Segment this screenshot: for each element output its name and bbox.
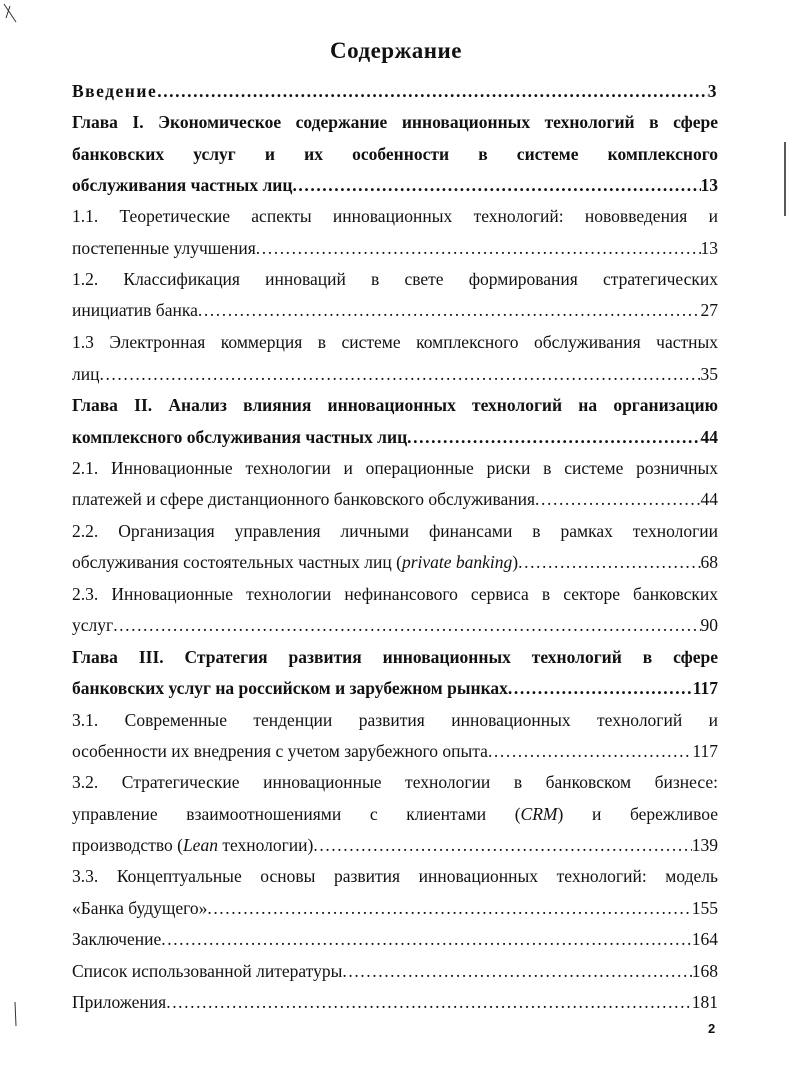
toc-entry-text: Введение xyxy=(72,81,158,101)
toc-page-number: 27 xyxy=(700,300,718,320)
toc-section-2-2-line-2 xyxy=(72,548,718,576)
dot-leader xyxy=(256,234,701,262)
toc-entry-text xyxy=(72,831,313,859)
toc-entry-text: лиц xyxy=(72,364,100,384)
toc-entry-text: Заключение xyxy=(72,929,162,949)
toc-entry-text: банковских услуг на российском и зарубежном рынках xyxy=(72,678,508,698)
dot-leader xyxy=(166,988,692,1016)
toc-entry-text xyxy=(72,548,518,576)
toc-section-2-2-line-1: 2.2. Организация управления личными финансами в рамках технологии xyxy=(72,521,718,541)
scan-artifact xyxy=(780,140,790,220)
dot-leader xyxy=(292,171,700,199)
dot-leader xyxy=(207,894,691,922)
toc-entry-text: обслуживания частных лиц xyxy=(72,175,293,195)
toc-entry-conclusion xyxy=(72,925,718,953)
toc-entry-text: платежей и сфере дистанционного банковского обслуживания xyxy=(72,489,536,509)
toc-text-part: управление взаимоотношениями с клиентами ( xyxy=(72,804,521,824)
toc-page-number: 181 xyxy=(691,992,718,1012)
page-title: Содержание xyxy=(330,38,462,63)
toc-section-1-2-line-2 xyxy=(72,296,718,324)
toc-entry-text: Список использованной литературы xyxy=(72,961,343,981)
toc-text-italic: CRM xyxy=(520,804,558,824)
page-number: 2 xyxy=(708,1021,716,1036)
toc-chapter-3-line-2 xyxy=(72,674,718,702)
toc-entry-text: услуг xyxy=(72,615,114,635)
toc-page-number: 117 xyxy=(692,678,718,698)
toc-section-3-2-line-2 xyxy=(72,800,718,828)
toc-chapter-1-line-2: банковских услуг и их особенности в системе комплексного xyxy=(72,144,718,164)
toc-section-1-3-line-2 xyxy=(72,360,718,388)
toc-entry-text: комплексного обслуживания частных лиц xyxy=(72,427,408,447)
toc-page-number: 35 xyxy=(700,364,718,384)
toc-section-1-3-line-1: 1.3 Электронная коммерция в системе комплексного обслуживания частных xyxy=(72,332,718,352)
toc-section-2-1-line-2 xyxy=(72,485,718,513)
toc-page-number: 44 xyxy=(700,489,718,509)
toc-page-number: 155 xyxy=(691,898,718,918)
toc-entry-text: особенности их внедрения с учетом зарубежного опыта xyxy=(72,741,488,761)
toc-page-number: 68 xyxy=(700,552,718,572)
toc-entry-text: постепенные улучшения xyxy=(72,238,256,258)
toc-text-part: обслуживания состоятельных частных лиц ( xyxy=(72,552,402,572)
toc-section-2-1-line-1: 2.1. Инновационные технологии и операционные риски в системе розничных xyxy=(72,458,718,478)
toc-entry-references xyxy=(72,957,718,985)
scan-artifact xyxy=(8,1000,22,1030)
toc-chapter-2-line-1: Глава II. Анализ влияния инновационных технологий на организацию xyxy=(72,395,718,415)
dot-leader xyxy=(113,611,700,639)
toc-page-number: 164 xyxy=(691,929,718,949)
dot-leader xyxy=(198,296,701,324)
toc-page-number: 3 xyxy=(707,81,718,101)
toc-text-part: ) xyxy=(512,552,519,572)
dot-leader xyxy=(488,737,692,765)
toc-section-3-1-line-2 xyxy=(72,737,718,765)
toc-page-number: 168 xyxy=(691,961,718,981)
toc-entry-introduction xyxy=(72,77,718,105)
toc-page-number: 44 xyxy=(700,427,718,447)
toc-text-part: технологии) xyxy=(217,835,314,855)
toc-entry-text: «Банка будущего» xyxy=(72,898,208,918)
toc-section-1-1-line-2 xyxy=(72,234,718,262)
toc-page-number: 117 xyxy=(692,741,718,761)
toc-text-italic: Lean xyxy=(182,835,218,855)
toc-page-number: 13 xyxy=(700,238,718,258)
dot-leader xyxy=(313,831,691,859)
dot-leader xyxy=(161,925,692,953)
scan-artifact xyxy=(0,0,30,40)
toc-chapter-1-line-3 xyxy=(72,171,718,199)
toc-chapter-3-line-1: Глава III. Стратегия развития инновационных технологий в сфере xyxy=(72,647,718,667)
toc-text-part: ) и бережливое xyxy=(557,804,718,824)
dot-leader xyxy=(535,485,700,513)
toc-section-2-3-line-2 xyxy=(72,611,718,639)
dot-leader xyxy=(518,548,700,576)
toc-text-italic: private banking xyxy=(401,552,513,572)
toc-section-3-2-line-1: 3.2. Стратегические инновационные технологии в банковском бизнесе: xyxy=(72,772,718,792)
dot-leader xyxy=(407,423,700,451)
dot-leader xyxy=(99,360,700,388)
toc-section-3-2-line-3 xyxy=(72,831,718,859)
toc-section-3-3-line-1: 3.3. Концептуальные основы развития инновационных технологий: модель xyxy=(72,866,718,886)
toc-section-1-1-line-1: 1.1. Теоретические аспекты инновационных технологий: нововведения и xyxy=(72,206,718,226)
toc-page-number: 90 xyxy=(700,615,718,635)
dot-leader xyxy=(342,957,691,985)
toc-chapter-2-line-2 xyxy=(72,423,718,451)
toc-chapter-1-line-1: Глава I. Экономическое содержание инновационных технологий в сфере xyxy=(72,112,718,132)
toc-page-number: 139 xyxy=(691,835,718,855)
toc-section-3-3-line-2 xyxy=(72,894,718,922)
dot-leader xyxy=(157,77,708,105)
toc-page-number: 13 xyxy=(700,175,718,195)
toc-entry-text: инициатив банка xyxy=(72,300,198,320)
toc-entry-text: Приложения xyxy=(72,992,167,1012)
dot-leader xyxy=(508,674,693,702)
toc-section-3-1-line-1: 3.1. Современные тенденции развития инновационных технологий и xyxy=(72,710,718,730)
toc-section-2-3-line-1: 2.3. Инновационные технологии нефинансового сервиса в секторе банковских xyxy=(72,584,718,604)
toc-entry-appendix xyxy=(72,988,718,1016)
toc-text-part: производство ( xyxy=(72,835,183,855)
toc-section-1-2-line-1: 1.2. Классификация инноваций в свете формирования стратегических xyxy=(72,269,718,289)
